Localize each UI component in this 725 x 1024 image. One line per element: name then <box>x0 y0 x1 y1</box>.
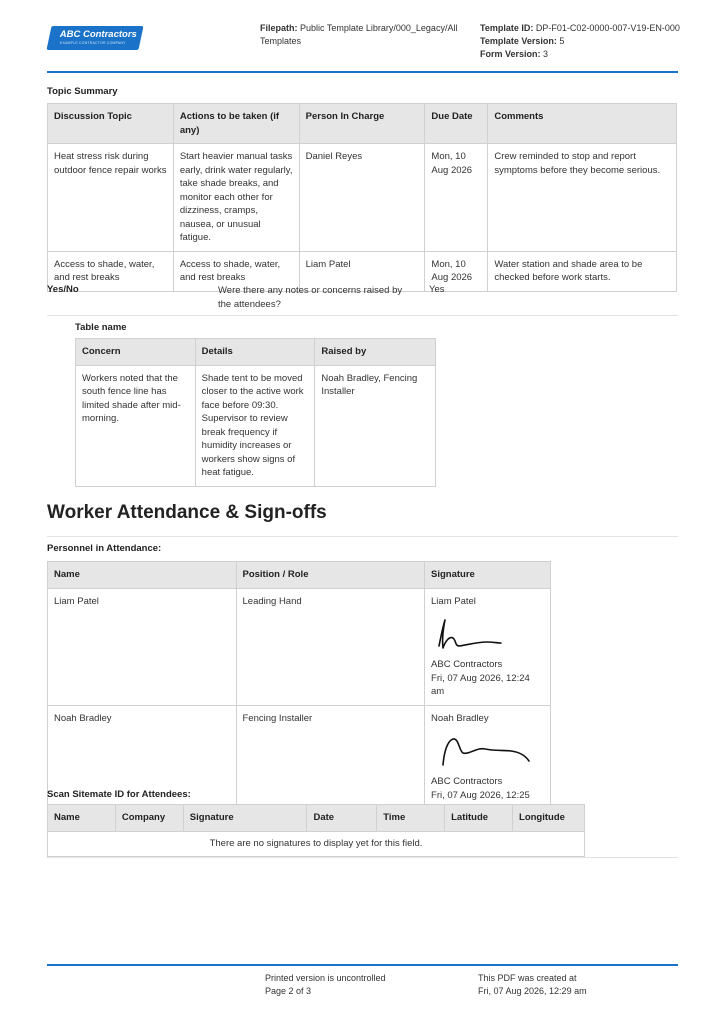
name-cell: Liam Patel <box>48 588 237 705</box>
person-cell: Daniel Reyes <box>299 144 425 252</box>
footer-right <box>478 972 587 998</box>
column-header: Company <box>115 805 183 832</box>
signature-cell <box>425 588 551 705</box>
section-divider <box>47 536 678 537</box>
column-header: Due Date <box>425 104 488 144</box>
template-version-value: 5 <box>559 36 565 46</box>
column-header: Signature <box>183 805 307 832</box>
table-header-row <box>76 339 436 366</box>
column-header: Actions to be taken (if any) <box>173 104 299 144</box>
attendance-table <box>47 561 551 823</box>
filepath-value: Public Template Library/000_Legacy/All Templates <box>260 23 458 46</box>
actions-cell: Start heavier manual tasks early, drink water regularly, take shade breaks, and monitor each other for dizziness, cramps, nausea, or unusual fatigue. <box>173 144 299 252</box>
table-row <box>48 144 677 252</box>
filepath <box>260 22 460 48</box>
template-id-label: Template ID: <box>480 23 534 33</box>
form-version-label: Form Version: <box>480 49 541 59</box>
signature-company: ABC Contractors <box>431 776 503 787</box>
template-version-label: Template Version: <box>480 36 557 46</box>
column-header: Name <box>48 562 237 589</box>
form-version-value: 3 <box>543 49 549 59</box>
uncontrolled-notice: Printed version is uncontrolled <box>265 973 386 983</box>
signature-company: ABC Contractors <box>431 659 503 670</box>
details-cell: Shade tent to be moved closer to the active work face before 09:30. Supervisor to review break frequency if humidity increases or workers show signs of heat fatigue. <box>195 365 315 486</box>
role-cell: Fencing Installer <box>236 705 425 822</box>
section-divider <box>47 857 678 858</box>
role-cell: Leading Hand <box>236 588 425 705</box>
yes-no-label: Yes/No <box>47 284 79 295</box>
column-header: Date <box>307 805 377 832</box>
created-label: This PDF was created at <box>478 973 577 983</box>
topic-summary-label: Topic Summary <box>47 86 118 97</box>
column-header: Name <box>48 805 116 832</box>
table-header-row <box>48 104 677 144</box>
comments-cell: Water station and shade area to be checked before work starts. <box>488 251 677 291</box>
logo-text: ABC Contractors <box>59 29 137 40</box>
template-meta <box>480 22 680 61</box>
topic-cell: Access to shade, water, and rest breaks <box>48 251 174 291</box>
column-header: Signature <box>425 562 551 589</box>
column-header: Comments <box>488 104 677 144</box>
yes-no-field <box>47 283 678 316</box>
personnel-label: Personnel in Attendance: <box>47 543 162 554</box>
created-timestamp: Fri, 07 Aug 2026, 12:29 am <box>478 986 587 996</box>
section-title: Worker Attendance & Sign-offs <box>47 502 327 523</box>
topic-cell: Heat stress risk during outdoor fence repair works <box>48 144 174 252</box>
column-header: Person In Charge <box>299 104 425 144</box>
logo-subtext: EXAMPLE CONTRACTOR COMPANY <box>59 41 126 45</box>
signature-name: Noah Bradley <box>431 712 489 724</box>
table-row <box>48 831 585 857</box>
concerns-table <box>75 338 436 487</box>
table-header-row <box>48 562 551 589</box>
yes-no-question: Were there any notes or concerns raised by the attendees? <box>218 285 403 310</box>
filepath-label: Filepath: <box>260 23 298 33</box>
column-header: Concern <box>76 339 196 366</box>
column-header: Longitude <box>513 805 585 832</box>
signature-image <box>431 729 531 771</box>
empty-state-message: There are no signatures to display yet for this field. <box>48 831 585 857</box>
concern-cell: Workers noted that the south fence line has limited shade after mid-morning. <box>76 365 196 486</box>
template-id-value: DP-F01-C02-0000-007-V19-EN-000 <box>535 23 680 33</box>
company-logo <box>46 26 143 50</box>
raised-by-cell: Noah Bradley, Fencing Installer <box>315 365 436 486</box>
column-header: Details <box>195 339 315 366</box>
yes-no-answer: Yes <box>429 284 445 295</box>
footer-left <box>265 972 386 998</box>
column-header: Discussion Topic <box>48 104 174 144</box>
sitemate-table <box>47 804 585 857</box>
concerns-table-label: Table name <box>75 322 127 333</box>
page-number: Page 2 of 3 <box>265 986 312 996</box>
column-header: Time <box>377 805 445 832</box>
signature-name: Liam Patel <box>431 595 476 607</box>
table-row <box>48 588 551 705</box>
topic-summary-table <box>47 103 677 292</box>
header-divider <box>47 71 678 73</box>
comments-cell: Crew reminded to stop and report symptoms before they become serious. <box>488 144 677 252</box>
table-header-row <box>48 805 585 832</box>
signature-image <box>431 612 531 654</box>
due-date-cell: Mon, 10 Aug 2026 <box>425 144 488 252</box>
signature-timestamp: Fri, 07 Aug 2026, 12:25 <box>431 789 530 801</box>
table-row <box>76 365 436 486</box>
due-date-cell: Mon, 10 Aug 2026 <box>425 251 488 291</box>
column-header: Raised by <box>315 339 436 366</box>
column-header: Latitude <box>445 805 513 832</box>
actions-cell: Access to shade, water, and rest breaks <box>173 251 299 291</box>
page-header <box>47 18 678 70</box>
sitemate-label: Scan Sitemate ID for Attendees: <box>47 789 191 800</box>
name-cell: Noah Bradley <box>48 705 237 822</box>
footer-divider <box>47 964 678 966</box>
column-header: Position / Role <box>236 562 425 589</box>
signature-timestamp: Fri, 07 Aug 2026, 12:24 am <box>431 672 530 697</box>
person-cell: Liam Patel <box>299 251 425 291</box>
